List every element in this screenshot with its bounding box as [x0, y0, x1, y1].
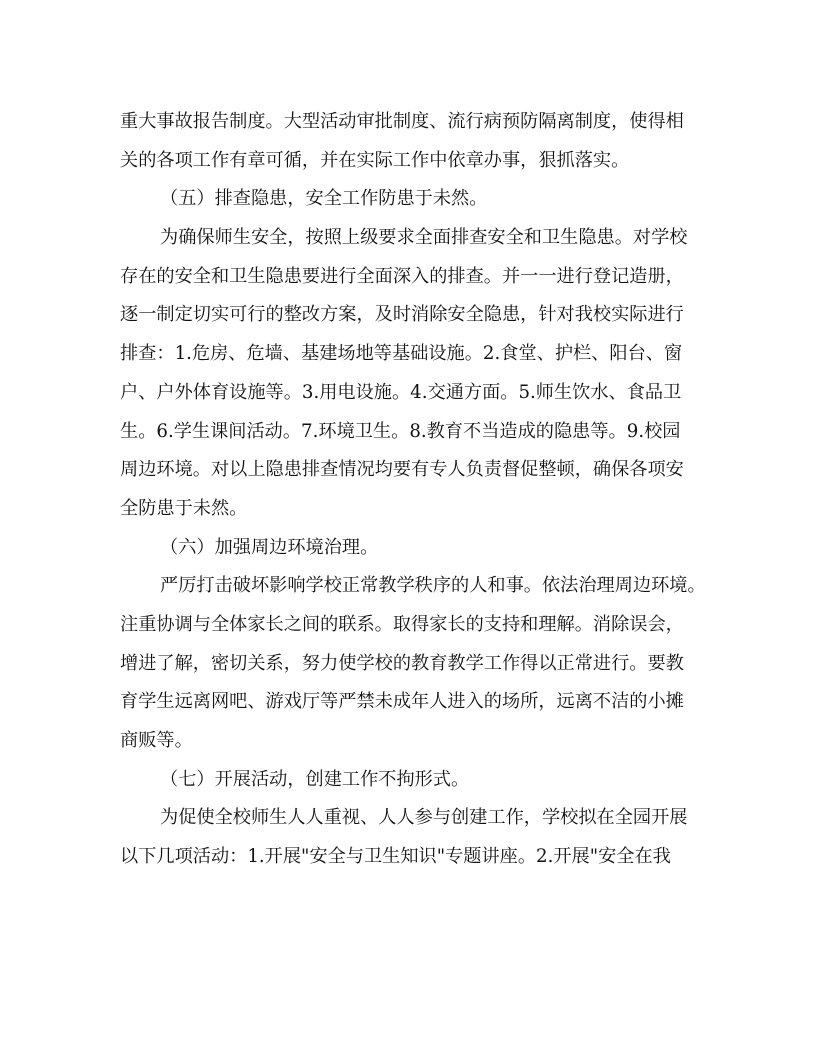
- section-heading: （五）排查隐患，安全工作防患于未然。: [160, 188, 488, 210]
- paragraph-line: 周边环境。对以上隐患排查情况均要有专人负责督促整顿，确保各项安: [120, 459, 684, 481]
- paragraph-line: 全防患于未然。: [120, 497, 248, 519]
- paragraph-line: 为确保师生安全，按照上级要求全面排查安全和卫生隐患。对学校: [160, 227, 688, 249]
- paragraph-line: 生。6.学生课间活动。7.环境卫生。8.教育不当造成的隐患等。9.校园: [120, 420, 681, 442]
- paragraph-line: 注重协调与全体家长之间的联系。取得家长的支持和理解。消除误会，: [120, 613, 684, 635]
- paragraph-line: 商贩等。: [120, 730, 193, 751]
- document-body: [120, 103, 706, 877]
- paragraph-line: 增进了解，密切关系，努力使学校的教育教学工作得以正常进行。要教: [120, 652, 684, 674]
- paragraph-line: 排查：1.危房、危墙、基建场地等基础设施。2.食堂、护栏、阳台、窗: [120, 343, 683, 365]
- paragraph-line: 关的各项工作有章可循，并在实际工作中依章办事，狠抓落实。: [120, 149, 630, 171]
- paragraph-line: 逐一制定切实可行的整改方案，及时消除安全隐患，针对我校实际进行: [120, 304, 684, 326]
- paragraph-line: 为促使全校师生人人重视、人人参与创建工作，学校拟在全园开展: [160, 807, 688, 829]
- paragraph-line: 户、户外体育设施等。3.用电设施。4.交通方面。5.师生饮水、食品卫: [120, 381, 682, 403]
- paragraph-line: 育学生远离网吧、游戏厅等严禁未成年人进入的场所，远离不洁的小摊: [120, 691, 684, 713]
- paragraph-line: 以下几项活动：1.开展"安全与卫生知识"专题讲座。2.开展"安全在我: [120, 846, 671, 868]
- paragraph-line: 存在的安全和卫生隐患要进行全面深入的排查。并一一进行登记造册，: [120, 265, 684, 287]
- section-heading: （六）加强周边环境治理。: [160, 536, 379, 558]
- section-heading: （七）开展活动，创建工作不拘形式。: [160, 768, 470, 790]
- paragraph-line: 重大事故报告制度。大型活动审批制度、流行病预防隔离制度，使得相: [120, 111, 684, 132]
- paragraph-line: 严厉打击破坏影响学校正常教学秩序的人和事。依法治理周边环境。: [160, 575, 706, 597]
